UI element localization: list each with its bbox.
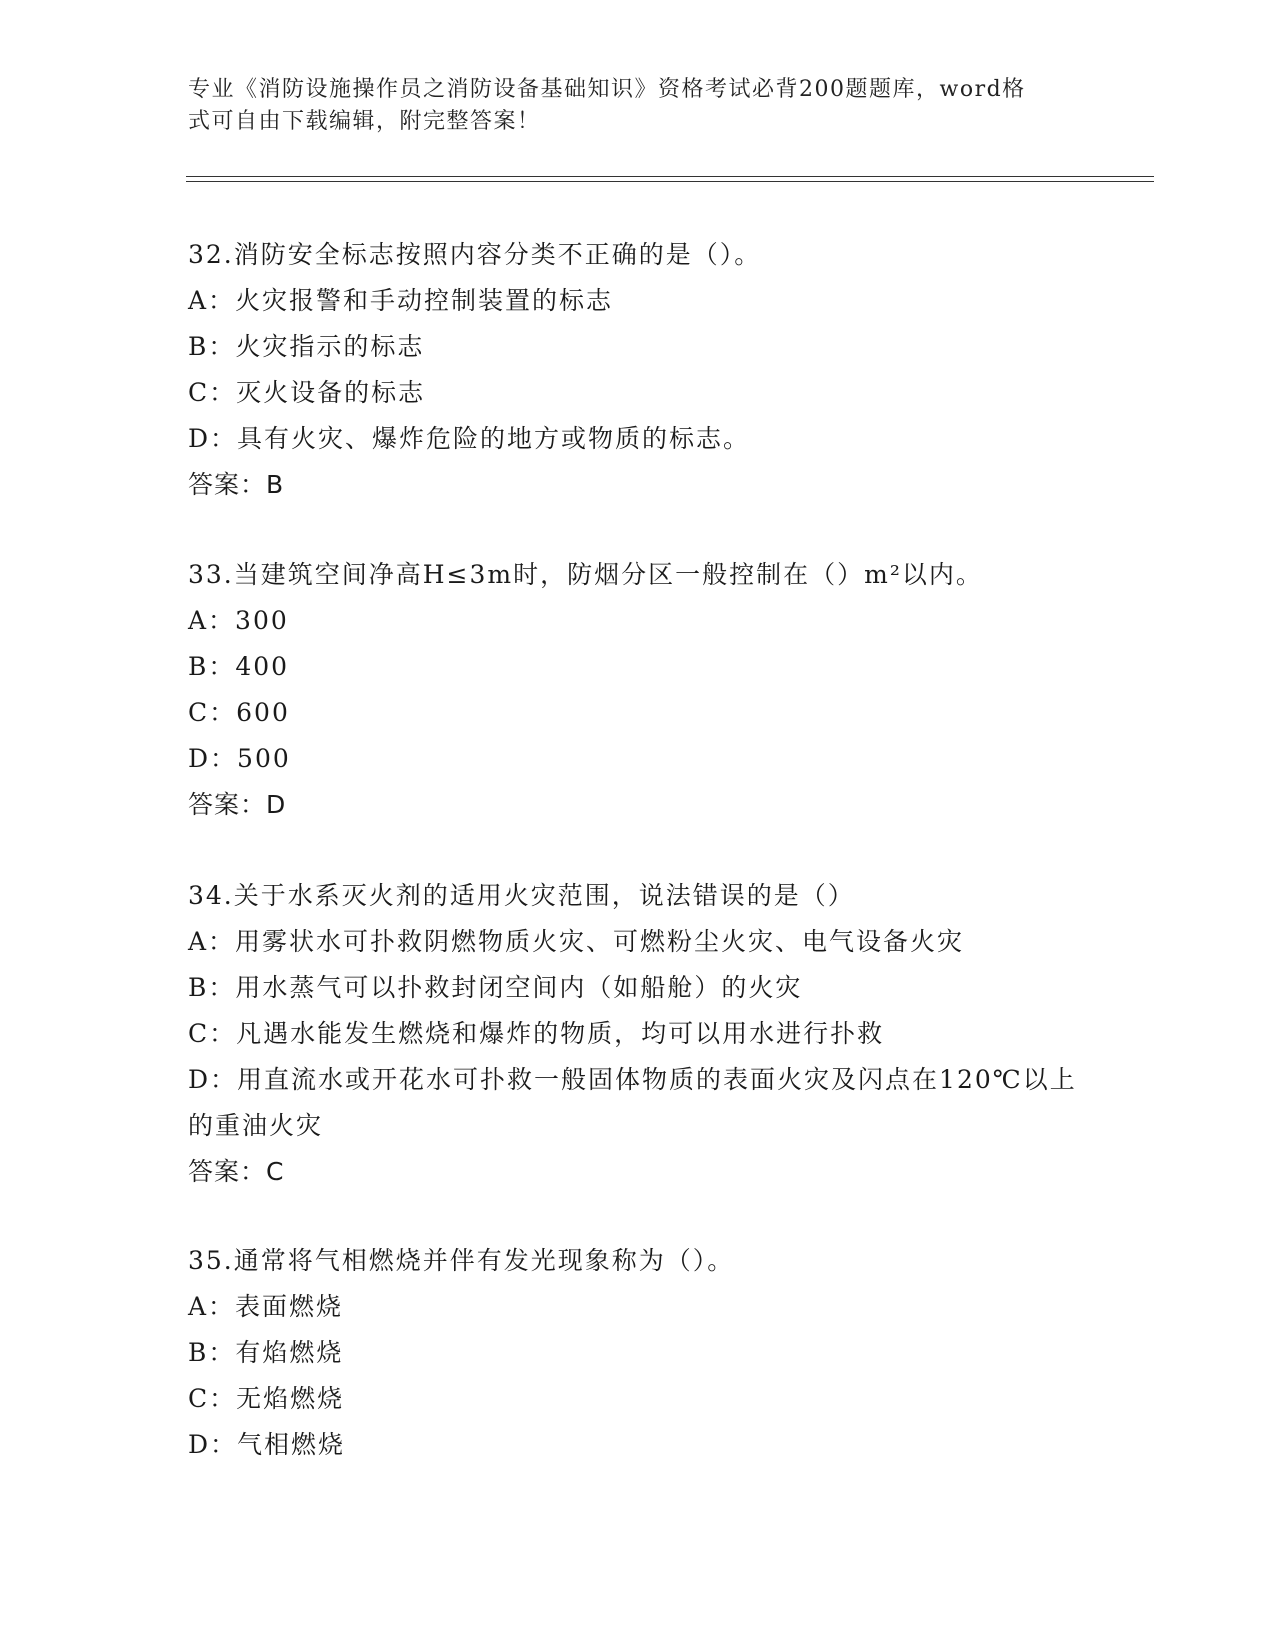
header-line-2: 式可自由下载编辑，附完整答案！ <box>188 109 541 134</box>
option-a: A：表面燃烧 <box>188 1292 344 1321</box>
question-stem: 34.关于水系灭火剂的适用火灾范围，说法错误的是（） <box>188 881 855 910</box>
question-stem: 32.消防安全标志按照内容分类不正确的是（）。 <box>188 240 762 269</box>
question-stem: 35.通常将气相燃烧并伴有发光现象称为（）。 <box>188 1246 735 1275</box>
option-b: B：有焰燃烧 <box>188 1338 344 1367</box>
answer-line: 答案：D <box>188 790 287 819</box>
option-b: B：火灾指示的标志 <box>188 332 425 361</box>
question-33 <box>188 552 1088 828</box>
option-a: A：300 <box>188 606 289 635</box>
option-c: C：无焰燃烧 <box>188 1384 345 1413</box>
option-d: D：具有火灾、爆炸危险的地方或物质的标志。 <box>188 424 751 453</box>
answer-line: 答案：B <box>188 470 285 499</box>
question-stem: 33.当建筑空间净高H≤3m时，防烟分区一般控制在（）m²以内。 <box>188 560 983 589</box>
header-line-1: 专业《消防设施操作员之消防设备基础知识》资格考试必背200题题库，word格 <box>188 77 1026 102</box>
question-34 <box>188 873 1088 1195</box>
question-35 <box>188 1238 1088 1468</box>
option-a: A：火灾报警和手动控制装置的标志 <box>188 286 614 315</box>
option-a: A：用雾状水可扑救阴燃物质火灾、可燃粉尘火灾、电气设备火灾 <box>188 927 965 956</box>
header-divider-bottom <box>186 181 1154 182</box>
answer-line: 答案：C <box>188 1157 285 1186</box>
option-c: C：凡遇水能发生燃烧和爆炸的物质，均可以用水进行扑救 <box>188 1019 885 1048</box>
option-d: D：用直流水或开花水可扑救一般固体物质的表面火灾及闪点在120℃以上的重油火灾 <box>188 1065 1077 1140</box>
document-header <box>188 74 1068 138</box>
question-32 <box>188 232 1088 508</box>
header-divider-top <box>186 176 1154 177</box>
option-b: B：用水蒸气可以扑救封闭空间内（如船舱）的火灾 <box>188 973 803 1002</box>
option-c: C：600 <box>188 698 290 727</box>
option-d: D：气相燃烧 <box>188 1430 346 1459</box>
option-d: D：500 <box>188 744 291 773</box>
option-b: B：400 <box>188 652 290 681</box>
option-c: C：灭火设备的标志 <box>188 378 426 407</box>
